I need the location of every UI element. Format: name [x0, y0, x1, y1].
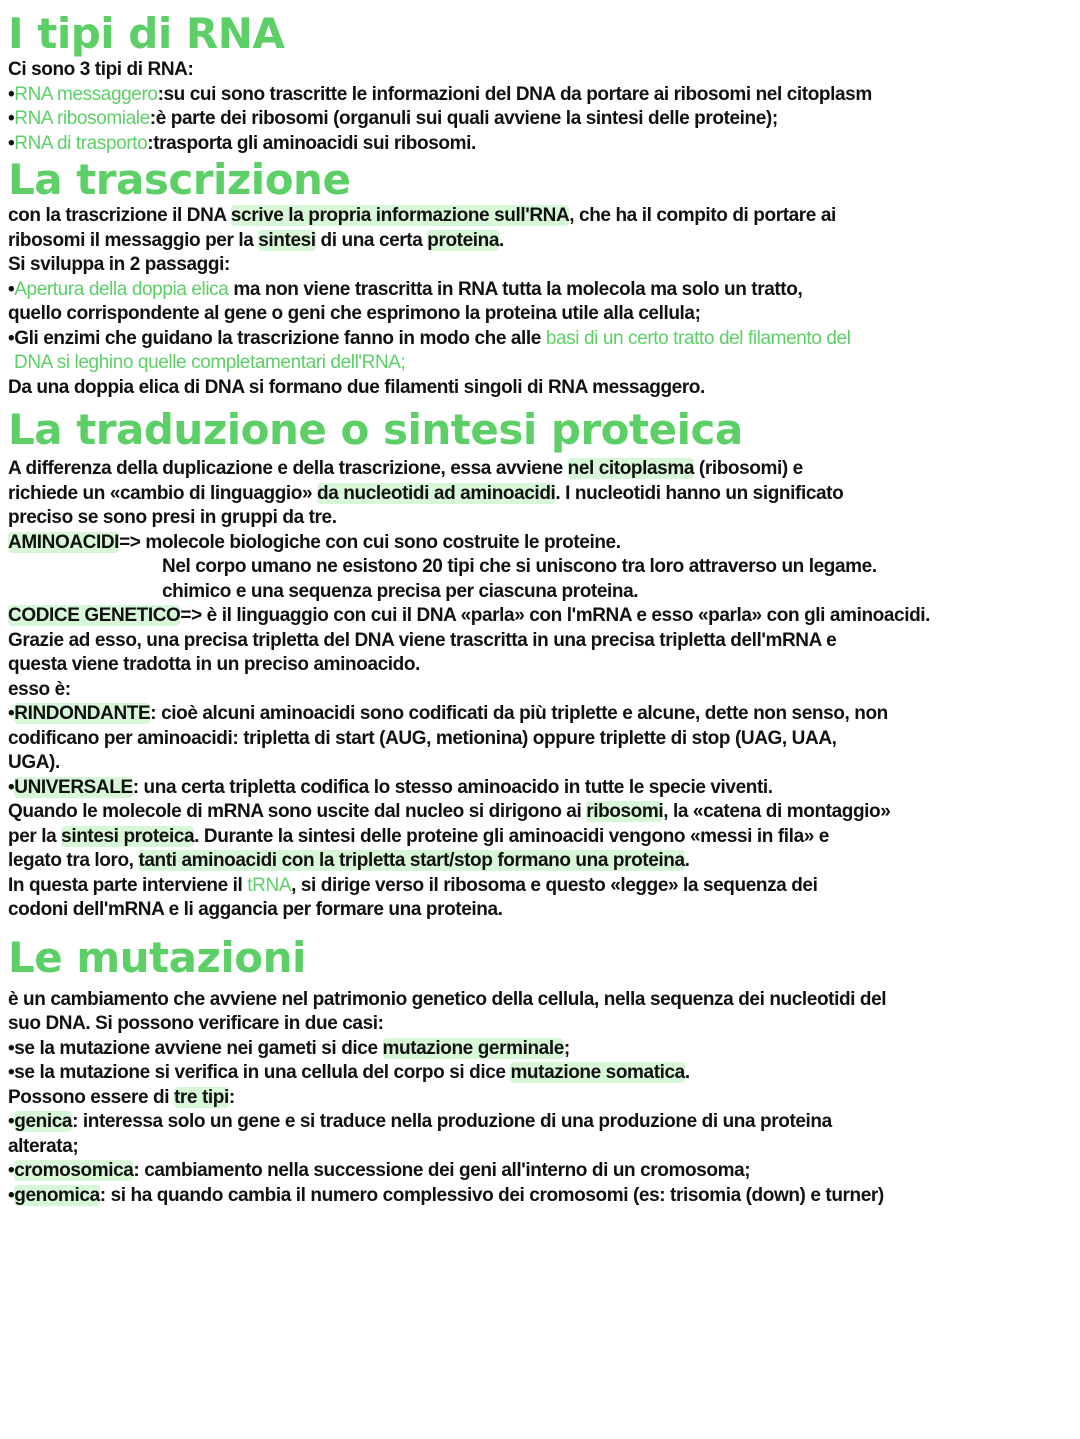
text-line: [8, 204, 1080, 229]
text-line: [8, 678, 1080, 703]
highlighted-text: sintesi proteica: [61, 825, 195, 847]
text-line: [8, 1012, 1080, 1037]
text-segment: , la «catena di montaggio»: [663, 801, 891, 822]
text-segment: per la: [8, 825, 62, 847]
section-title: I tipi di RNA: [8, 9, 285, 58]
highlighted-text: mutazione germinale: [382, 1037, 564, 1059]
text-segment: => è il linguaggio con cui il DNA «parla» con l'mRNA e esso «parla» con gli aminoacidi.: [180, 605, 931, 626]
text-segment: •: [8, 1160, 15, 1181]
highlighted-text: ribosomi: [586, 801, 664, 822]
text-segment: . Durante la sintesi delle proteine gli aminoacidi vengono «messi in fila» e: [194, 825, 829, 847]
text-line: [8, 376, 1080, 401]
text-segment: esso è:: [8, 678, 71, 700]
text-line: [8, 253, 1080, 278]
text-line: [8, 1135, 1080, 1160]
text-segment: preciso se sono presi in gruppi da tre.: [8, 507, 337, 528]
text-segment: •: [8, 278, 15, 300]
text-line: [8, 229, 1080, 254]
text-segment: : cioè alcuni aminoacidi sono codificati da più triplette e alcune, dette non senso, non: [150, 703, 888, 724]
text-segment: Nel corpo umano ne esistono 20 tipi che si uniscono tra loro attraverso un legame.: [162, 556, 877, 577]
section-title: Le mutazioni: [8, 932, 306, 982]
text-segment: => molecole biologiche con cui sono costruite le proteine.: [119, 531, 621, 553]
text-segment: UGA).: [8, 752, 60, 773]
text-segment: •: [8, 1184, 15, 1206]
text-segment: quello corrispondente al gene o geni che esprimono la proteina utile alla cellula;: [8, 303, 701, 324]
highlighted-text: UNIVERSALE: [14, 776, 133, 798]
text-line: [8, 629, 1080, 654]
text-segment: : interessa solo un gene e si traduce nella produzione di una produzione di una proteina: [72, 1111, 832, 1132]
green-term: RNA di trasporto: [14, 132, 148, 154]
section: [8, 400, 1080, 923]
text-segment: ma non viene trascritta in RNA tutta la molecola ma solo un tratto,: [228, 278, 803, 300]
highlighted-text: scrive la propria informazione sull'RNA: [230, 205, 570, 226]
green-term: basi di un certo tratto del filamento del: [545, 327, 851, 349]
text-line: [8, 988, 1080, 1013]
text-line: [8, 132, 1080, 157]
highlighted-text: AMINOACIDI: [8, 531, 120, 553]
highlighted-text: mutazione somatica: [510, 1062, 685, 1083]
text-segment: codificano per aminoacidi: tripletta di start (AUG, metionina) oppure triplette di stop (UAG, UAA,: [8, 727, 837, 749]
section: [8, 10, 1080, 156]
text-segment: •: [8, 83, 15, 105]
highlighted-text: RINDONDANTE: [14, 703, 151, 724]
text-segment: legato tra loro,: [8, 850, 139, 871]
text-line: [8, 751, 1080, 776]
text-segment: •Gli enzimi che guidano la trascrizione fanno in modo che alle: [8, 327, 546, 349]
text-line: [8, 83, 1080, 108]
text-segment: con la trascrizione il DNA: [8, 205, 231, 226]
text-line: [8, 1061, 1080, 1086]
green-term: tRNA: [247, 874, 292, 896]
text-line: [8, 482, 1080, 507]
text-line: [8, 1184, 1080, 1209]
text-segment: ;: [563, 1037, 570, 1059]
text-line: [8, 653, 1080, 678]
section: [8, 156, 1080, 400]
text-segment: •se la mutazione si verifica in una cellula del corpo si dice: [8, 1062, 511, 1083]
text-segment: Si sviluppa in 2 passaggi:: [8, 254, 230, 275]
text-line: [8, 327, 1080, 352]
highlighted-text: proteina: [427, 229, 500, 251]
notes-document: [8, 10, 1080, 1208]
section-title: La traduzione o sintesi proteica: [8, 405, 743, 454]
text-line: [8, 776, 1080, 801]
text-line: [8, 1159, 1080, 1184]
text-line: [8, 825, 1080, 850]
text-segment: In questa parte interviene il: [8, 874, 248, 896]
text-line: [8, 1037, 1080, 1062]
text-segment: : una certa tripletta codifica lo stesso aminoacido in tutte le specie viventi.: [132, 776, 773, 798]
text-segment: Grazie ad esso, una precisa tripletta del DNA viene trascritta in una precisa tripletta dell'mRNA e: [8, 629, 837, 651]
text-segment: •se la mutazione avviene nei gameti si dice: [8, 1037, 383, 1059]
highlighted-text: cromosomica: [14, 1160, 134, 1181]
text-segment: richiede un «cambio di linguaggio»: [8, 482, 318, 504]
text-line: [8, 702, 1080, 727]
text-line: [8, 107, 1080, 132]
text-line: [8, 1086, 1080, 1111]
text-line: [8, 457, 1080, 482]
text-line: [8, 898, 1080, 923]
text-line: [8, 874, 1080, 899]
text-segment: : cambiamento nella successione dei geni all'interno di un cromosoma;: [133, 1160, 751, 1181]
text-line: [8, 351, 1080, 376]
text-line: [8, 580, 1080, 605]
highlighted-text: genica: [14, 1111, 73, 1132]
text-line: [8, 1110, 1080, 1135]
green-term: RNA ribosomiale: [14, 108, 150, 129]
text-segment: alterata;: [8, 1135, 79, 1157]
text-segment: (ribosomi) e: [694, 458, 803, 479]
text-segment: , che ha il compito di portare ai: [569, 205, 836, 226]
text-line: [8, 800, 1080, 825]
text-segment: suo DNA. Si possono verificare in due casi:: [8, 1013, 384, 1034]
highlighted-text: sintesi: [258, 229, 316, 251]
text-line: [8, 531, 1080, 556]
highlighted-text: tanti aminoacidi con la tripletta start/stop formano una proteina: [138, 850, 685, 871]
highlighted-text: CODICE GENETICO: [8, 605, 181, 626]
text-segment: •: [8, 1111, 15, 1132]
text-segment: chimico e una sequenza precisa per ciascuna proteina.: [162, 580, 639, 602]
text-segment: :su cui sono trascritte le informazioni del DNA da portare ai ribosomi nel citoplasm: [157, 83, 872, 105]
text-line: [8, 849, 1080, 874]
text-segment: . I nucleotidi hanno un significato: [555, 482, 844, 504]
highlighted-text: tre tipi: [173, 1086, 229, 1108]
text-segment: ribosomi il messaggio per la: [8, 229, 259, 251]
highlighted-text: genomica: [14, 1184, 100, 1206]
text-segment: .: [684, 1062, 690, 1083]
text-segment: :: [228, 1086, 235, 1108]
text-segment: :trasporta gli aminoacidi sui ribosomi.: [147, 132, 476, 154]
text-segment: : si ha quando cambia il numero complessivo dei cromosomi (es: trisomia (down) e turner): [99, 1184, 884, 1206]
text-segment: •: [8, 132, 15, 154]
green-term: DNA si leghino quelle completamentari dell'RNA;: [14, 352, 406, 373]
text-line: [8, 506, 1080, 531]
text-segment: •: [8, 108, 15, 129]
text-segment: questa viene tradotta in un preciso aminoacido.: [8, 654, 420, 675]
section: [8, 923, 1080, 1209]
highlighted-text: da nucleotidi ad aminoacidi: [317, 482, 556, 504]
highlighted-text: nel citoplasma: [567, 458, 695, 479]
text-segment: :è parte dei ribosomi (organuli sui quali avviene la sintesi delle proteine);: [149, 108, 778, 129]
text-segment: , si dirige verso il ribosoma e questo «legge» la sequenza dei: [291, 874, 818, 896]
text-line: [8, 278, 1080, 303]
text-line: [8, 727, 1080, 752]
text-segment: Ci sono 3 tipi di RNA:: [8, 59, 194, 80]
text-segment: .: [499, 229, 504, 251]
text-segment: Possono essere di: [8, 1086, 174, 1108]
text-segment: •: [8, 776, 15, 798]
green-term: Apertura della doppia elica: [14, 278, 229, 300]
text-segment: codoni dell'mRNA e li aggancia per formare una proteina.: [8, 899, 503, 920]
text-segment: è un cambiamento che avviene nel patrimonio genetico della cellula, nella sequenza dei nucleotidi del: [8, 988, 887, 1010]
text-segment: Quando le molecole di mRNA sono uscite dal nucleo si dirigono ai: [8, 801, 587, 822]
section-title: La trascrizione: [8, 155, 351, 204]
text-line: [8, 58, 1080, 83]
text-segment: .: [684, 850, 690, 871]
text-segment: di una certa: [315, 229, 428, 251]
text-segment: •: [8, 703, 15, 724]
green-term: RNA messaggero: [14, 83, 158, 105]
text-line: [8, 604, 1080, 629]
text-segment: Da una doppia elica di DNA si formano due filamenti singoli di RNA messaggero.: [8, 376, 705, 398]
text-segment: A differenza della duplicazione e della trascrizione, essa avviene: [8, 458, 568, 479]
text-line: [8, 302, 1080, 327]
text-line: [8, 555, 1080, 580]
